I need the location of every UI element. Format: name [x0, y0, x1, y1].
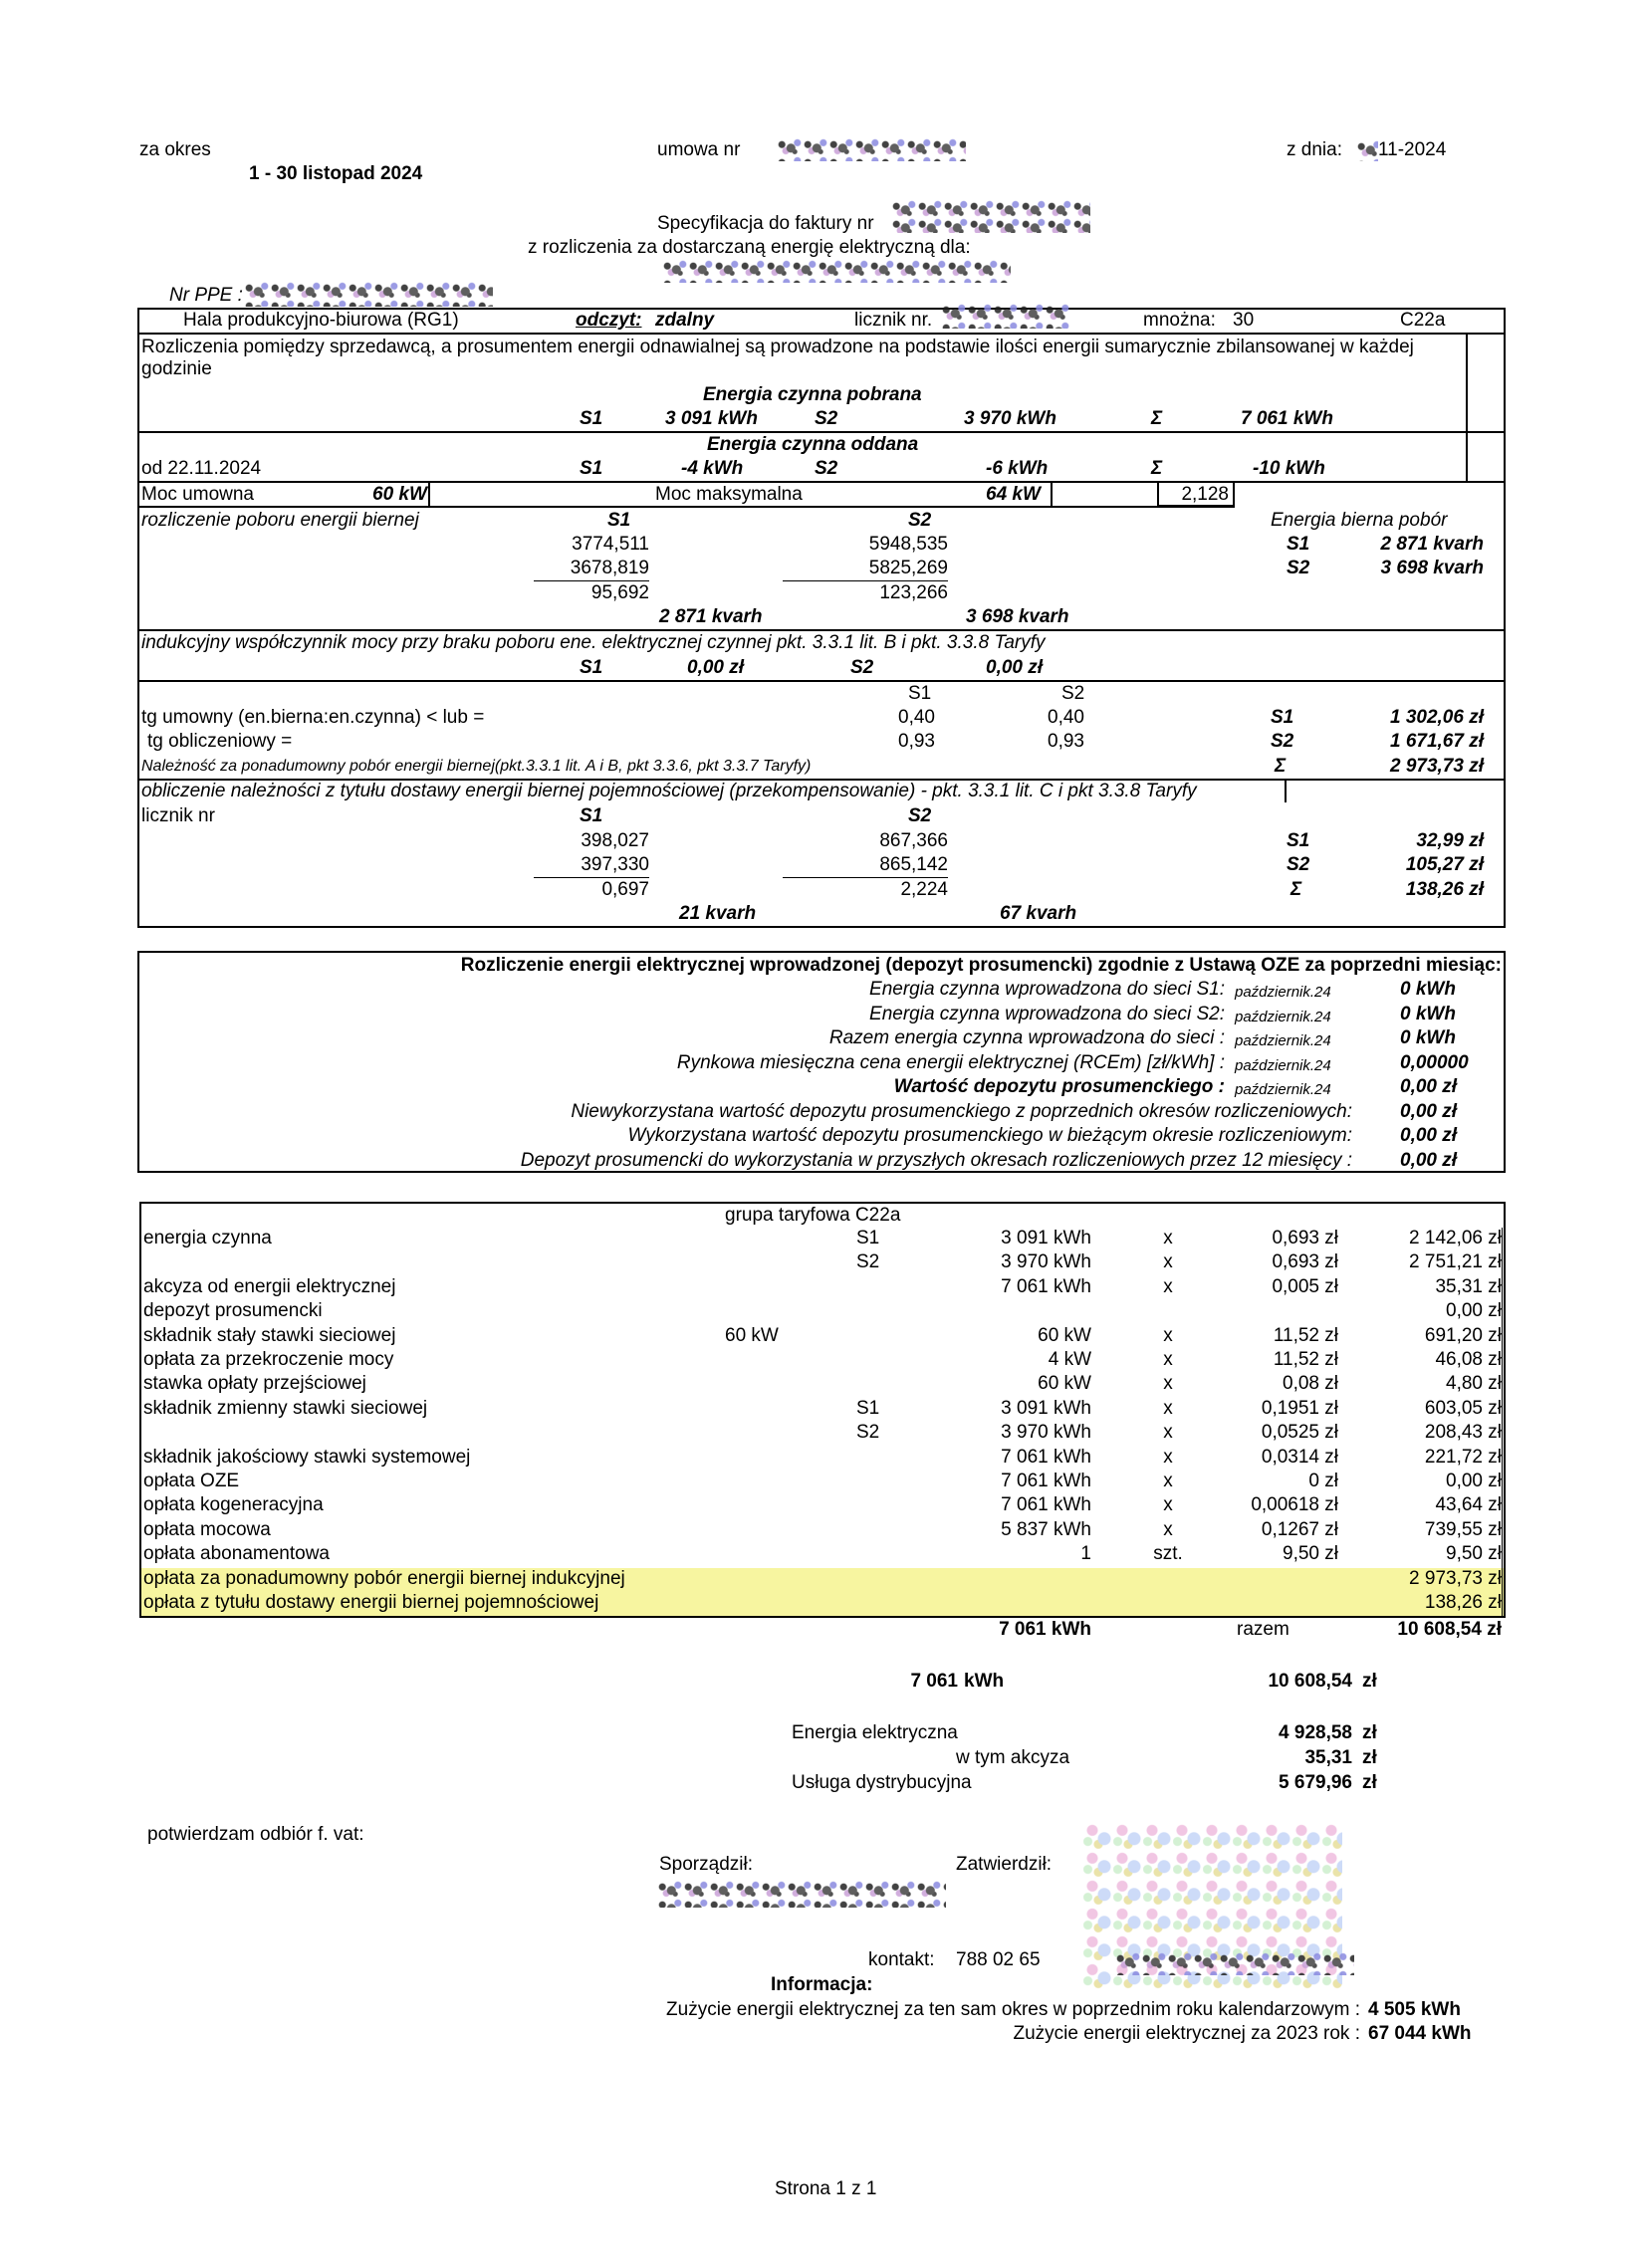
charge-quantity: 3 970 kWh: [1001, 1422, 1091, 1444]
deposit-row-month: październik.24: [1235, 1032, 1331, 1049]
page-number: Strona 1 z 1: [775, 2178, 877, 2199]
meter-label: licznik nr.: [854, 310, 933, 331]
charge-name: opłata za ponadumowny pobór energii biernej indukcyjnej: [143, 1567, 625, 1589]
redacted-day: [1356, 139, 1378, 161]
prev-year-usage: 4 505 kWh: [1368, 1999, 1461, 2020]
tg-contract-s1: 0,40: [898, 707, 935, 728]
contract-label: umowa nr: [657, 139, 741, 160]
charge-total: 603,05 zł: [1424, 1397, 1502, 1419]
capacitive-note: obliczenie należności z tytułu dostawy energii biernej pojemnościowej (przekompensowanie) - pkt. 3.3.1 lit. C i pkt 3.3.8 Taryfy: [141, 781, 1197, 801]
charges-total-qty: 7 061 kWh: [999, 1619, 1091, 1640]
inductive-s1: 0,00 zł: [687, 657, 745, 678]
charge-unit-price: 0,693 zł: [1272, 1228, 1338, 1248]
year-2023-usage-label: Zużycie energii elektrycznej za 2023 rok :: [1013, 2023, 1360, 2044]
capacitive-s1-header: S1: [580, 805, 603, 826]
charge-name: akcyza od energii elektrycznej: [143, 1275, 396, 1297]
capacitive-s2-current: 867,366: [879, 830, 948, 851]
capacitive-s2-kvarh: 67 kvarh: [1000, 903, 1077, 924]
tg-contract-label: tg umowny (en.bierna:en.czynna) < lub =: [141, 707, 485, 728]
active-energy-fed-title: Energia czynna oddana: [707, 434, 919, 455]
deposit-row-value: 0 kWh: [1400, 1003, 1456, 1024]
tariff-group-title: grupa taryfowa C22a: [725, 1205, 901, 1226]
charge-multiply: x: [1163, 1373, 1173, 1395]
charge-unit-price: 0,0525 zł: [1261, 1422, 1338, 1444]
reactive-s1-kvarh: 2 871 kvarh: [659, 606, 763, 627]
charge-total: 0,00 zł: [1446, 1300, 1502, 1322]
charge-quantity: 3 091 kWh: [1001, 1228, 1091, 1248]
reactive-s2-diff: 123,266: [879, 582, 948, 603]
information-heading: Informacja:: [771, 1974, 873, 1995]
redacted-invoice-number: [891, 199, 1090, 233]
redacted-preparer: [657, 1880, 946, 1908]
deposit-row-value: 0,00 zł: [1400, 1100, 1458, 1122]
fed-s2: -6 kWh: [986, 458, 1049, 479]
redacted-customer: [662, 259, 1011, 283]
charge-name: opłata kogeneracyjna: [143, 1494, 324, 1516]
excise-currency: zł: [1362, 1747, 1377, 1768]
fed-total: -10 kWh: [1253, 458, 1325, 479]
deposit-row-label: Wykorzystana wartość depozytu prosumenckiego w bieżącym okresie rozliczeniowym:: [627, 1125, 1352, 1146]
period-label: za okres: [139, 139, 211, 160]
charges-total-label: razem: [1237, 1619, 1289, 1640]
ppe-label: Nr PPE :: [169, 285, 243, 306]
site-name: Hala produkcyjno-biurowa (RG1): [183, 310, 459, 331]
charge-name: stawka opłaty przejściowej: [143, 1373, 366, 1395]
redacted-meter-number: [941, 303, 1070, 329]
deposit-row-month: październik.24: [1235, 1008, 1331, 1025]
charge-name: depozyt prosumencki: [143, 1300, 323, 1322]
capacitive-s1-current: 398,027: [581, 830, 649, 851]
charge-name: opłata za przekroczenie mocy: [143, 1349, 394, 1370]
summary-kwh-unit: kWh: [964, 1671, 1005, 1692]
charge-name: składnik jakościowy stawki systemowej: [143, 1446, 471, 1468]
tg-result-s1-label: S1: [1271, 707, 1294, 728]
charge-zone: S1: [856, 1397, 880, 1419]
charge-multiply: x: [1163, 1494, 1173, 1516]
charge-multiply: x: [1163, 1251, 1173, 1273]
tg-computed-s2: 0,93: [1048, 731, 1084, 752]
charge-total: 43,64 zł: [1435, 1494, 1502, 1516]
inductive-s2: 0,00 zł: [986, 657, 1044, 678]
drawn-s2: 3 970 kWh: [964, 408, 1056, 429]
charge-unit-price: 0,693 zł: [1272, 1251, 1338, 1273]
summary-kwh: 7 061: [910, 1671, 958, 1692]
reactive-s2-current: 5948,535: [868, 534, 948, 555]
charge-total: 208,43 zł: [1424, 1422, 1502, 1444]
charge-total: 46,08 zł: [1435, 1349, 1502, 1370]
charge-unit-price: 11,52 zł: [1273, 1349, 1338, 1370]
charge-total: 739,55 zł: [1424, 1518, 1502, 1540]
sigma-label: Σ: [1151, 408, 1163, 429]
reactive-s1-header: S1: [607, 510, 631, 531]
distribution-currency: zł: [1362, 1772, 1377, 1793]
charges-grand-total: 10 608,54 zł: [1397, 1619, 1502, 1640]
deposit-row-label: Rynkowa miesięczna cena energii elektrycznej (RCEm) [zł/kWh] :: [676, 1051, 1225, 1073]
reading-method: zdalny: [655, 310, 715, 331]
fed-from-date: od 22.11.2024: [141, 458, 262, 479]
reactive-settlement-label: rozliczenie poboru energii biernej: [141, 510, 419, 531]
charge-quantity: 5 837 kWh: [1001, 1518, 1091, 1540]
charge-quantity: 7 061 kWh: [1001, 1446, 1091, 1468]
zone-s2-label: S2: [815, 408, 838, 429]
max-power-label: Moc maksymalna: [655, 484, 803, 505]
summary-total: 10 608,54: [1268, 1671, 1352, 1692]
max-power: 64 kW: [986, 484, 1041, 505]
billing-period: 1 - 30 listopad 2024: [249, 163, 423, 184]
deposit-row-value: 0,00 zł: [1400, 1076, 1458, 1097]
deposit-row-label: Depozyt prosumencki do wykorzystania w przyszłych okresach rozliczeniowych przez 12 miesięcy :: [520, 1149, 1352, 1171]
charge-multiply: x: [1163, 1349, 1173, 1370]
charge-quantity: 1: [1080, 1543, 1091, 1565]
issue-date: 11-2024: [1378, 139, 1447, 160]
receipt-confirmation: potwierdzam odbiór f. vat:: [147, 1824, 364, 1845]
charge-total: 35,31 zł: [1435, 1275, 1502, 1297]
reactive-s2-header: S2: [908, 510, 932, 531]
charge-multiply: szt.: [1153, 1543, 1183, 1565]
reactive-s1-current: 3774,511: [572, 534, 649, 555]
charge-name: opłata mocowa: [143, 1518, 271, 1540]
reactive-draw-s1: 2 871 kvarh: [1380, 534, 1484, 555]
energy-label: Energia elektryczna: [792, 1722, 958, 1743]
capacitive-res-total: 138,26 zł: [1405, 879, 1484, 900]
spec-subtitle: z rozliczenia za dostarczaną energię elektryczną dla:: [528, 237, 971, 258]
charge-multiply: x: [1163, 1518, 1173, 1540]
charge-total: 2 142,06 zł: [1409, 1228, 1502, 1248]
reactive-s2-kvarh: 3 698 kvarh: [966, 606, 1069, 627]
tariff-code: C22a: [1400, 310, 1446, 331]
charge-total: 4,80 zł: [1446, 1373, 1502, 1395]
charge-multiply: x: [1163, 1422, 1173, 1444]
charge-zone: S2: [856, 1251, 880, 1273]
sigma-label-2: Σ: [1151, 458, 1163, 479]
charge-quantity: 7 061 kWh: [1001, 1471, 1091, 1491]
deposit-row-label: Energia czynna wprowadzona do sieci S2:: [869, 1003, 1225, 1024]
contact-label: kontakt:: [868, 1949, 935, 1970]
distribution-label: Usługa dystrybucyjna: [792, 1772, 972, 1793]
tg-result-s2: 1 671,67 zł: [1389, 731, 1484, 752]
deposit-row-label: Wartość depozytu prosumenckiego :: [893, 1076, 1225, 1097]
active-energy-drawn-title: Energia czynna pobrana: [703, 384, 922, 405]
capacitive-s2-previous: 865,142: [879, 854, 948, 875]
deposit-row-value: 0,00 zł: [1400, 1149, 1458, 1171]
charge-unit-price: 9,50 zł: [1283, 1543, 1338, 1565]
charge-unit-price: 0,00618 zł: [1251, 1494, 1338, 1516]
charge-unit-price: 0,08 zł: [1283, 1373, 1338, 1395]
tg-result-s1: 1 302,06 zł: [1389, 707, 1484, 728]
approved-by-label: Zatwierdził:: [956, 1854, 1053, 1875]
tg-contract-s2: 0,40: [1048, 707, 1084, 728]
power-factor: 2,128: [1181, 484, 1229, 505]
multiplier-label: mnożna:: [1143, 310, 1216, 331]
contracted-power-label: Moc umowna: [141, 484, 254, 505]
inductive-s2-label: S2: [850, 657, 874, 678]
reading-method-label: odczyt:: [576, 310, 642, 331]
reactive-draw-s2: 3 698 kvarh: [1380, 558, 1484, 578]
zone-s2-label-2: S2: [815, 458, 838, 479]
contracted-power: 60 kW: [372, 484, 427, 505]
reactive-draw-s2-label: S2: [1287, 558, 1310, 578]
deposit-row-value: 0,00000: [1400, 1051, 1469, 1073]
excise-label: w tym akcyza: [956, 1747, 1070, 1768]
tg-s2-header: S2: [1061, 683, 1085, 704]
reactive-s1-diff: 95,692: [590, 582, 649, 603]
deposit-row-value: 0,00 zł: [1400, 1125, 1458, 1146]
tg-computed-s1: 0,93: [898, 731, 935, 752]
charge-total: 138,26 zł: [1424, 1592, 1502, 1613]
deposit-row-month: październik.24: [1235, 1081, 1331, 1098]
charge-unit-price: 0 zł: [1308, 1471, 1338, 1491]
spec-title: Specyfikacja do faktury nr: [657, 213, 874, 234]
charge-name: składnik zmienny stawki sieciowej: [143, 1397, 428, 1419]
charge-name: energia czynna: [143, 1228, 272, 1248]
redacted-approver: [1115, 1951, 1354, 1975]
reactive-s1-previous: 3678,819: [570, 558, 649, 578]
capacitive-s2-header: S2: [908, 805, 932, 826]
charge-name: opłata OZE: [143, 1471, 240, 1491]
capacitive-res-s2-label: S2: [1287, 854, 1310, 875]
settlement-note: Rozliczenia pomiędzy sprzedawcą, a prosumentem energii odnawialnej są prowadzone na podstawie ilości energii sumarycznie zbilansowanej w każdej godzinie: [141, 337, 1414, 379]
deposit-row-label: Energia czynna wprowadzona do sieci S1:: [869, 979, 1225, 1000]
deposit-row-label: Niewykorzystana wartość depozytu prosumenckiego z poprzednich okresów rozliczeniowych:: [571, 1100, 1352, 1122]
multiplier-value: 30: [1233, 310, 1255, 331]
charge-total: 691,20 zł: [1424, 1324, 1502, 1346]
drawn-s1: 3 091 kWh: [665, 408, 758, 429]
tg-s1-header: S1: [908, 683, 932, 704]
tg-result-s2-label: S2: [1271, 731, 1294, 752]
capacitive-s1-diff: 0,697: [601, 879, 649, 900]
charge-multiply: x: [1163, 1471, 1173, 1491]
capacitive-s1-kvarh: 21 kvarh: [679, 903, 757, 924]
zone-s1-label-2: S1: [580, 458, 603, 479]
charge-multiply: x: [1163, 1397, 1173, 1419]
deposit-row-value: 0 kWh: [1400, 979, 1456, 1000]
meter-number-label: licznik nr: [141, 805, 215, 826]
charge-extra: 60 kW: [725, 1324, 779, 1346]
capacitive-res-s2: 105,27 zł: [1405, 854, 1484, 875]
year-2023-usage: 67 044 kWh: [1368, 2023, 1472, 2044]
charge-total: 2 973,73 zł: [1409, 1567, 1502, 1589]
summary-total-currency: zł: [1362, 1671, 1377, 1692]
energy-currency: zł: [1362, 1722, 1377, 1743]
deposit-row-value: 0 kWh: [1400, 1027, 1456, 1048]
tg-result-sigma: Σ: [1275, 756, 1287, 777]
fed-s1: -4 kWh: [681, 458, 744, 479]
capacitive-res-sigma: Σ: [1290, 879, 1302, 900]
excess-reactive-note: Należność za ponadumowny pobór energii biernej(pkt.3.3.1 lit. A i B, pkt 3.3.6, pkt 3.3.7 Taryfy): [141, 758, 812, 775]
reactive-draw-s1-label: S1: [1287, 534, 1310, 555]
charge-multiply: x: [1163, 1446, 1173, 1468]
reactive-s2-previous: 5825,269: [868, 558, 948, 578]
charge-multiply: x: [1163, 1228, 1173, 1248]
charge-quantity: 7 061 kWh: [1001, 1494, 1091, 1516]
zone-s1-label: S1: [580, 408, 603, 429]
deposit-row-label: Razem energia czynna wprowadzona do sieci :: [828, 1027, 1225, 1048]
charge-unit-price: 0,1951 zł: [1261, 1397, 1338, 1419]
redacted-contract-number: [777, 137, 966, 161]
charge-unit-price: 0,1267 zł: [1261, 1518, 1338, 1540]
tg-computed-label: tg obliczeniowy =: [147, 731, 293, 752]
charge-unit-price: 0,0314 zł: [1261, 1446, 1338, 1468]
charge-quantity: 7 061 kWh: [1001, 1275, 1091, 1297]
charge-quantity: 4 kW: [1048, 1349, 1091, 1370]
energy-value: 4 928,58: [1279, 1722, 1352, 1743]
charge-zone: S1: [856, 1228, 880, 1248]
charge-quantity: 60 kW: [1038, 1373, 1091, 1395]
capacitive-res-s1: 32,99 zł: [1416, 830, 1484, 851]
charge-total: 2 751,21 zł: [1409, 1251, 1502, 1273]
distribution-value: 5 679,96: [1279, 1772, 1352, 1793]
capacitive-s1-previous: 397,330: [581, 854, 649, 875]
charge-zone: S2: [856, 1422, 880, 1444]
charge-name: opłata z tytułu dostawy energii biernej pojemnościowej: [143, 1592, 599, 1613]
reactive-draw-title: Energia bierna pobór: [1271, 510, 1448, 531]
date-label: z dnia:: [1287, 139, 1342, 160]
charge-name: opłata abonamentowa: [143, 1543, 330, 1565]
charge-name: składnik stały stawki sieciowej: [143, 1324, 396, 1346]
excise-value: 35,31: [1304, 1747, 1352, 1768]
charge-quantity: 3 970 kWh: [1001, 1251, 1091, 1273]
deposit-title: Rozliczenie energii elektrycznej wprowadzonej (depozyt prosumencki) zgodnie z Ustawą OZE za poprzedni miesiąc:: [460, 955, 1502, 976]
charge-quantity: 3 091 kWh: [1001, 1397, 1091, 1419]
charge-multiply: x: [1163, 1275, 1173, 1297]
inductive-factor-note: indukcyjny współczynnik mocy przy braku poboru ene. elektrycznej czynnej pkt. 3.3.1 lit. B i pkt. 3.3.8 Taryfy: [141, 632, 1046, 653]
capacitive-res-s1-label: S1: [1287, 830, 1310, 851]
drawn-total: 7 061 kWh: [1241, 408, 1333, 429]
charge-total: 0,00 zł: [1446, 1471, 1502, 1491]
prev-year-usage-label: Zużycie energii elektrycznej za ten sam okres w poprzednim roku kalendarzowym :: [666, 1999, 1360, 2020]
charge-quantity: 60 kW: [1038, 1324, 1091, 1346]
contact-phone: 788 02 65: [956, 1949, 1041, 1970]
inductive-s1-label: S1: [580, 657, 603, 678]
charge-multiply: x: [1163, 1324, 1173, 1346]
tg-result-total: 2 973,73 zł: [1389, 756, 1484, 777]
charge-total: 9,50 zł: [1446, 1543, 1502, 1565]
charge-unit-price: 11,52 zł: [1273, 1324, 1338, 1346]
deposit-row-month: październik.24: [1235, 1056, 1331, 1074]
charge-unit-price: 0,005 zł: [1272, 1275, 1338, 1297]
capacitive-s2-diff: 2,224: [900, 879, 948, 900]
redacted-ppe: [244, 281, 493, 307]
deposit-row-month: październik.24: [1235, 984, 1331, 1001]
prepared-by-label: Sporządził:: [659, 1854, 753, 1875]
charge-total: 221,72 zł: [1424, 1446, 1502, 1468]
